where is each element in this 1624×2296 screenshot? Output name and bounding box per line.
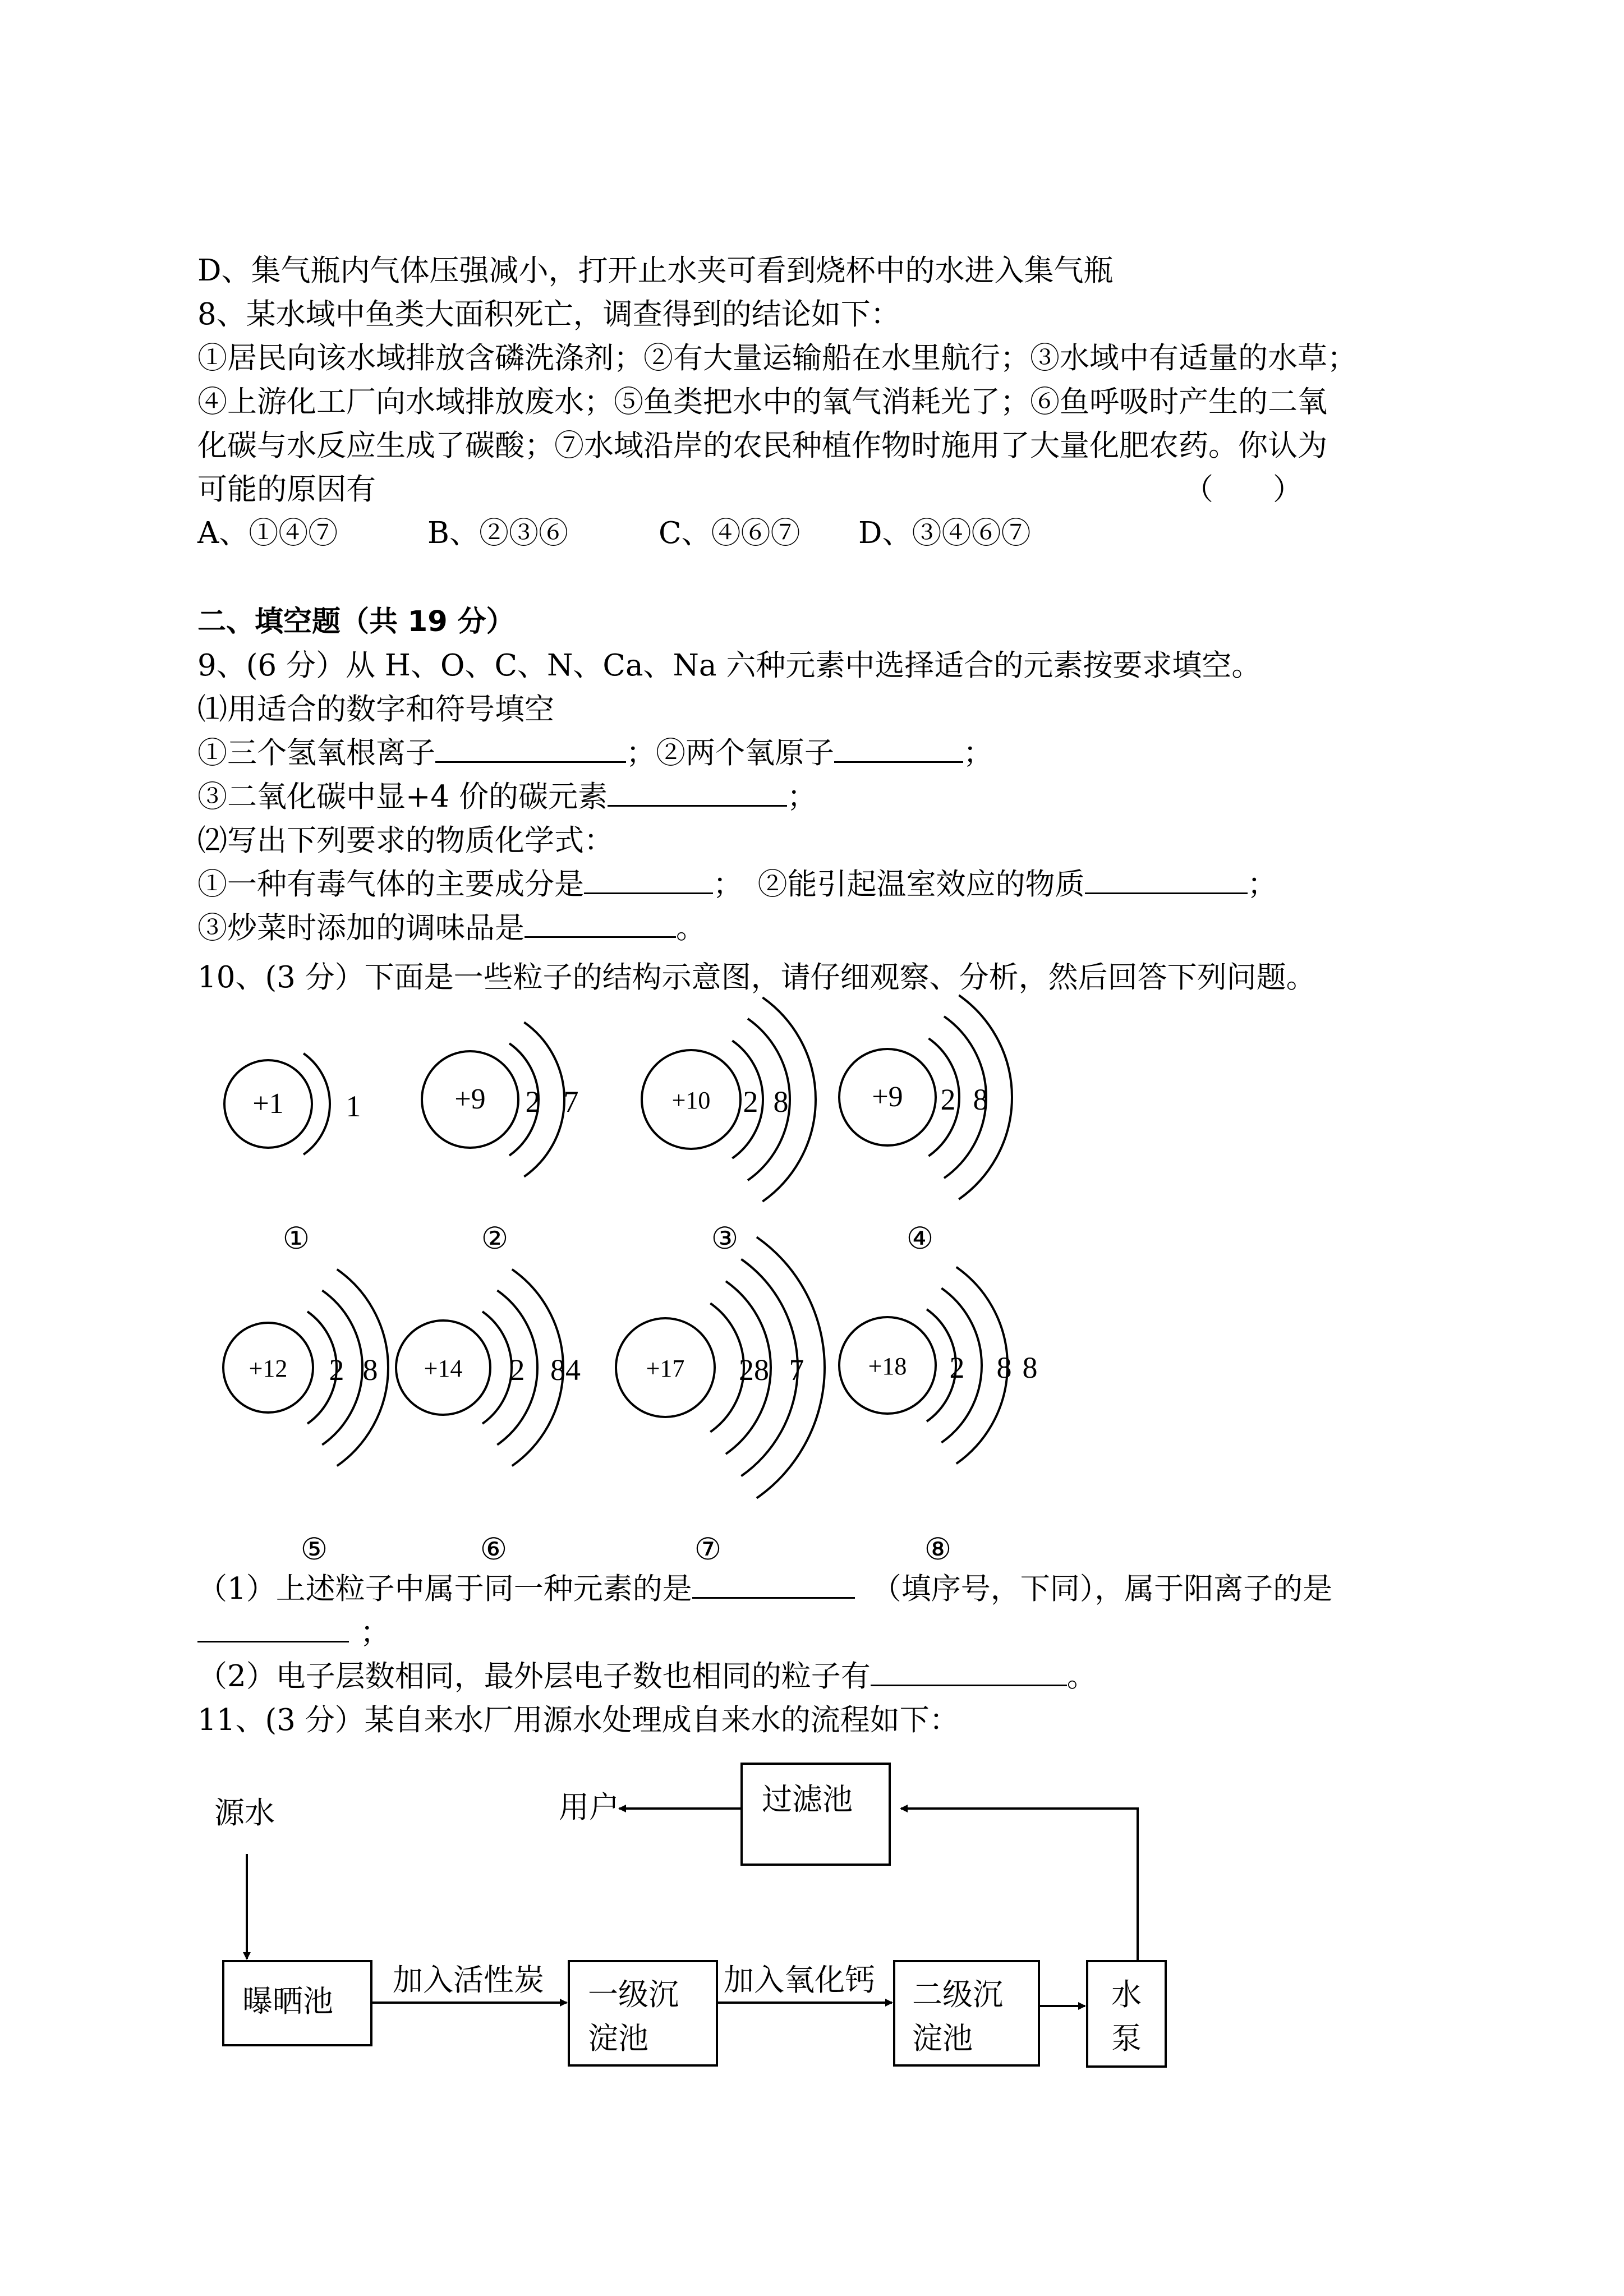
q8-option-a: A、①④⑦ — [197, 516, 338, 550]
section-2-title: 二、填空题（共 19 分） — [197, 605, 515, 638]
q10-sub-2 — [197, 1655, 1097, 1699]
nucleus-charge: +17 — [646, 1355, 685, 1382]
electron-count: 8 — [973, 1083, 988, 1116]
q10-blank-same-element[interactable] — [692, 1568, 855, 1599]
q8-answer-paren: （ ） — [1184, 472, 1303, 507]
q8-option-c: C、④⑥⑦ — [659, 516, 801, 550]
q8-option-b: B、②③⑥ — [427, 516, 568, 550]
nucleus-charge: +10 — [671, 1087, 711, 1114]
q10-sub-1-label: （1）上述粒子中属于同一种元素的是 — [197, 1572, 692, 1606]
flow-add-carbon-label: 加入活性炭 — [393, 1962, 544, 1998]
electron-count: 8 — [996, 1351, 1012, 1384]
particle-label: ④ — [906, 1222, 934, 1255]
q8-option-d: D、③④⑥⑦ — [858, 516, 1031, 550]
q9-line-3-end: ； — [1247, 867, 1277, 901]
q10-sub-1-cont — [197, 1611, 390, 1655]
q9-item-2-label: ；②两个氧原子 — [626, 736, 834, 770]
electron-count: 8 — [1022, 1351, 1038, 1384]
particle-4 — [839, 995, 1012, 1255]
flow-source-label: 源水 — [214, 1795, 275, 1830]
electron-count: 2 — [525, 1085, 541, 1119]
flow-pump-line2: 泵 — [1111, 2021, 1142, 2056]
particle-3 — [642, 997, 816, 1255]
particle-5 — [223, 1269, 388, 1566]
q9-item-1-label: ①三个氢氧根离子 — [197, 736, 435, 770]
q9-line-2-end: ； — [786, 780, 817, 814]
q9-part-2-title: ⑵写出下列要求的物质化学式： — [197, 823, 614, 858]
flow-add-cao-label: 加入氧化钙 — [724, 1962, 875, 1998]
q9-line-1-end: ； — [963, 736, 993, 770]
q8-line-1: ①居民向该水域排放含磷洗涤剂；②有大量运输船在水里航行；③水域中有适量的水草； — [197, 341, 1357, 375]
electron-count: 2 — [743, 1085, 758, 1119]
nucleus-charge: +12 — [249, 1355, 288, 1382]
nucleus-charge: +9 — [454, 1083, 486, 1115]
q9-greenhouse-label: ； ②能引起温室效应的物质 — [713, 867, 1085, 901]
flow-user-label: 用户 — [559, 1789, 619, 1825]
nucleus-charge: +14 — [424, 1355, 463, 1382]
q10-stem: 10、(3 分）下面是一些粒子的结构示意图，请仔细观察、分析，然后回答下列问题。 — [197, 960, 1316, 995]
q11-stem: 11、(3 分）某自来水厂用源水处理成自来水的流程如下： — [197, 1703, 959, 1737]
q10-blank-cation[interactable] — [197, 1612, 349, 1642]
q10-blank-same-shell[interactable] — [871, 1655, 1067, 1686]
q9-line-4-end: 。 — [676, 911, 706, 945]
q8-line-3: 化碳与水反应生成了碳酸；⑦水域沿岸的农民种植作物时施用了大量化肥农药。你认为 — [197, 429, 1327, 463]
electron-count: 1 — [346, 1089, 361, 1123]
particle-1 — [224, 1053, 361, 1255]
particle-2 — [422, 1022, 579, 1255]
q10-sub-2-label: （2）电子层数相同，最外层电子数也相同的粒子有 — [197, 1659, 871, 1694]
electron-count: 2 — [949, 1351, 965, 1384]
flow-sun-label: 曝晒池 — [242, 1984, 333, 2019]
q10-sub-1 — [197, 1567, 1332, 1611]
electron-count: 8 — [362, 1353, 378, 1387]
particle-8 — [839, 1267, 1038, 1566]
arrow-pump-to-filter — [901, 1809, 1138, 1961]
electron-count: 7 — [563, 1085, 579, 1119]
particle-label: ③ — [711, 1222, 739, 1255]
q10-sub-1-mid: （填序号，下同），属于阳离子的是 — [871, 1572, 1333, 1606]
particle-label: ⑤ — [300, 1533, 328, 1566]
flow-tank2-line1: 二级沉 — [912, 1977, 1003, 2012]
electron-count: 2 — [509, 1353, 525, 1387]
particle-label: ⑦ — [694, 1533, 722, 1566]
particle-6 — [396, 1269, 581, 1566]
particle-label: ⑧ — [924, 1533, 952, 1566]
q10-sub-1-end: ； — [360, 1616, 390, 1650]
q8-line-4: 可能的原因有 — [197, 472, 376, 507]
q9-seasoning-label: ③炒菜时添加的调味品是 — [197, 911, 525, 945]
particle-label: ② — [481, 1222, 509, 1255]
electron-shell-arc — [303, 1053, 330, 1154]
nucleus-charge: +9 — [872, 1081, 903, 1113]
particle-label: ① — [282, 1222, 310, 1255]
flow-filter-label: 过滤池 — [762, 1782, 853, 1817]
q10-sub-2-end: 。 — [1066, 1659, 1097, 1694]
electron-count: 7 — [789, 1353, 804, 1387]
nucleus-charge: +1 — [252, 1088, 284, 1120]
particle-7 — [616, 1237, 825, 1566]
flow-tank1-line1: 一级沉 — [588, 1977, 679, 2012]
nucleus-charge: +18 — [868, 1352, 907, 1380]
electron-shell-arc — [482, 1312, 512, 1424]
flow-tank1-line2: 淀池 — [588, 2021, 648, 2056]
flow-tank2-line2: 淀池 — [912, 2021, 973, 2056]
q9-item-3-label: ③二氧化碳中显+4 价的碳元素 — [197, 780, 608, 814]
electron-count: 2 — [940, 1083, 956, 1116]
electron-count: 84 — [550, 1353, 581, 1387]
electron-count: 2 — [329, 1353, 344, 1387]
q8-line-2: ④上游化工厂向水域排放废水；⑤鱼类把水中的氧气消耗光了；⑥鱼呼吸时产生的二氧 — [197, 385, 1327, 419]
q8-stem: 8、某水域中鱼类大面积死亡，调查得到的结论如下： — [197, 297, 900, 332]
q9-part-1-title: ⑴用适合的数字和符号填空 — [197, 692, 554, 726]
electron-count: 28 — [739, 1353, 769, 1387]
q9-toxic-gas-label: ①一种有毒气体的主要成分是 — [197, 867, 584, 901]
q7-option-d: D、集气瓶内气体压强减小，打开止水夹可看到烧杯中的水进入集气瓶 — [197, 254, 1114, 288]
water-treatment-flowchart — [0, 1739, 1624, 2109]
q9-stem: 9、(6 分）从 H、O、C、N、Ca、Na 六种元素中选择适合的元素按要求填空。 — [197, 648, 1262, 683]
flow-pump-line1: 水 — [1111, 1977, 1142, 2012]
particle-label: ⑥ — [480, 1533, 508, 1566]
electron-count: 8 — [773, 1085, 789, 1119]
